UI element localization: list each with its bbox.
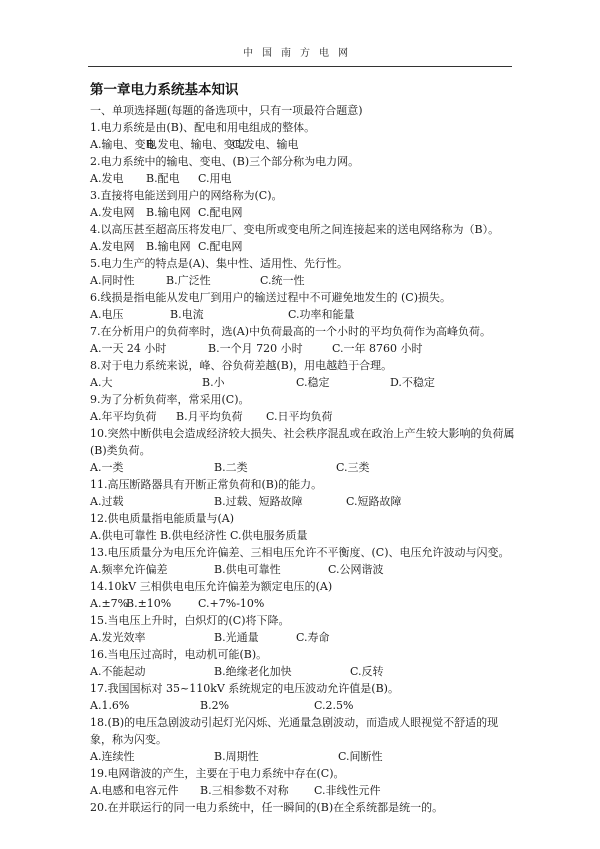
- option-row: [90, 408, 520, 425]
- page-header: 中国南方电网: [243, 48, 357, 59]
- answer-option: B.一个月 720 小时: [208, 342, 303, 355]
- answer-option: C.统一性: [260, 274, 305, 287]
- answer-option: C.一年 8760 小时: [332, 342, 423, 355]
- answer-option: B.2%: [200, 699, 230, 712]
- answer-option: B.二类: [214, 461, 248, 474]
- question-text: 2.电力系统中的输电、变电、(B)三个部分称为电力网。: [90, 155, 360, 168]
- answer-option: B.周期性: [214, 750, 259, 763]
- question-text: 19.电网谐波的产生，主要在于电力系统中存在(C)。: [90, 767, 345, 780]
- question-text: 11.高压断路器具有开断正常负荷和(B)的能力。: [90, 478, 323, 491]
- answer-option: A.同时性: [90, 274, 135, 287]
- answer-option: B.±10%: [126, 597, 172, 610]
- answer-option: A.不能起动: [90, 665, 146, 678]
- option-row: [90, 136, 520, 153]
- answer-option: C.短路故障: [346, 495, 402, 508]
- answer-option: C.间断性: [338, 750, 383, 763]
- answer-option: B.月平均负荷: [176, 410, 243, 423]
- header-divider: [88, 66, 512, 67]
- answer-option: C.配电网: [198, 240, 243, 253]
- answer-option: B.电流: [170, 308, 204, 321]
- option-row: [90, 782, 520, 799]
- answer-option: A.频率允许偏差: [90, 563, 168, 576]
- answer-option: B.供电经济性: [159, 529, 231, 542]
- answer-option: C.供电服务质量: [230, 529, 308, 542]
- option-row: [90, 272, 520, 289]
- option-row: [90, 340, 520, 357]
- question-text: 15.当电压上升时，白炽灯的(C)将下降。: [90, 614, 290, 627]
- question-text: 17.我国国标对 35~110kV 系统规定的电压波动允许值是(B)。: [90, 682, 399, 695]
- answer-option: B.输电网: [146, 206, 191, 219]
- question-text: 10.突然中断供电会造成经济较大损失、社会秩序混乱或在政治上产生较大影响的负荷属(B)类负荷。: [90, 427, 515, 457]
- answer-option: C.公网谐波: [328, 563, 384, 576]
- question-text: 8.对于电力系统来说，峰、谷负荷差越(B)，用电越趋于合理。: [90, 359, 393, 372]
- answer-option: A.发电网: [90, 240, 135, 253]
- answer-option: B.供电可靠性: [214, 563, 281, 576]
- option-row: [90, 170, 520, 187]
- option-row: [90, 595, 520, 612]
- chapter-title: 第一章电力系统基本知识: [90, 82, 239, 98]
- question-text: 20.在并联运行的同一电力系统中，任一瞬间的(B)在全系统都是统一的。: [90, 801, 444, 814]
- option-row: [90, 459, 520, 476]
- answer-option: B.三相参数不对称: [200, 784, 289, 797]
- question-text: 4.以高压甚至超高压将发电厂、变电所或变电所之间连接起来的送电网络称为（B）。: [90, 223, 500, 236]
- answer-option: C.+7%-10%: [198, 597, 265, 610]
- answer-option: C.发电、输电: [232, 138, 299, 151]
- option-row: [90, 629, 520, 646]
- option-row: [90, 527, 520, 544]
- answer-option: C.寿命: [296, 631, 330, 644]
- answer-option: D.不稳定: [390, 376, 435, 389]
- answer-option: B.广泛性: [166, 274, 211, 287]
- option-row: [90, 493, 520, 510]
- question-text: 3.直接将电能送到用户的网络称为(C)。: [90, 189, 283, 202]
- question-text: 9.为了分析负荷率，常采用(C)。: [90, 393, 250, 406]
- answer-option: A.发光效率: [90, 631, 146, 644]
- answer-option: C.日平均负荷: [266, 410, 333, 423]
- option-row: [90, 663, 520, 680]
- answer-option: C.功率和能量: [288, 308, 355, 321]
- answer-option: A.供电可靠性: [90, 529, 160, 542]
- answer-option: C.配电网: [198, 206, 243, 219]
- question-list: [90, 102, 520, 816]
- question-text: 1.电力系统是由(B)、配电和用电组成的整体。: [90, 121, 316, 134]
- question-text: 12.供电质量指电能质量与(A): [90, 512, 235, 525]
- answer-option: A.大: [90, 376, 113, 389]
- answer-option: A.输电、变电: [90, 138, 157, 151]
- question-text: 13.电压质量分为电压允许偏差、三相电压允许不平衡度、(C)、电压允许波动与闪变。: [90, 546, 510, 559]
- option-row: [90, 374, 520, 391]
- answer-option: C.2.5%: [314, 699, 354, 712]
- answer-option: C.非线性元件: [314, 784, 381, 797]
- option-row: [90, 561, 520, 578]
- question-text: 14.10kV 三相供电电压允许偏差为额定电压的(A): [90, 580, 333, 593]
- question-text: 5.电力生产的特点是(A)、集中性、适用性、先行性。: [90, 257, 349, 270]
- answer-option: A.发电网: [90, 206, 135, 219]
- answer-option: B.过载、短路故障: [214, 495, 303, 508]
- option-row: [90, 204, 520, 221]
- option-row: [90, 697, 520, 714]
- answer-option: B.配电: [146, 172, 180, 185]
- answer-option: A.±7%: [90, 597, 129, 610]
- question-text: 7.在分析用户的负荷率时，选(A)中负荷最高的一个小时的平均负荷作为高峰负荷。: [90, 325, 492, 338]
- answer-option: B.绝缘老化加快: [214, 665, 292, 678]
- answer-option: B.光通量: [214, 631, 259, 644]
- answer-option: C.用电: [198, 172, 232, 185]
- answer-option: A.连续性: [90, 750, 135, 763]
- answer-option: A.过载: [90, 495, 124, 508]
- question-text: 16.当电压过高时，电动机可能(B)。: [90, 648, 268, 661]
- answer-option: B.小: [202, 376, 225, 389]
- answer-option: B.发电、输电、变电: [146, 138, 246, 151]
- answer-option: A.发电: [90, 172, 124, 185]
- answer-option: C.三类: [336, 461, 370, 474]
- option-row: [90, 748, 520, 765]
- answer-option: C.稳定: [296, 376, 330, 389]
- answer-option: C.反转: [350, 665, 384, 678]
- section-title: 一、单项选择题(每题的备选项中，只有一项最符合题意): [90, 104, 363, 117]
- answer-option: A.电压: [90, 308, 124, 321]
- option-row: [90, 238, 520, 255]
- answer-option: A.一类: [90, 461, 124, 474]
- question-text: 6.线损是指电能从发电厂到用户的输送过程中不可避免地发生的 (C)损失。: [90, 291, 451, 304]
- answer-option: B.输电网: [146, 240, 191, 253]
- answer-option: A.一天 24 小时: [90, 342, 167, 355]
- answer-option: A.1.6%: [90, 699, 130, 712]
- option-row: [90, 306, 520, 323]
- question-text: 18.(B)的电压急剧波动引起灯光闪烁、光通量急剧波动，而造成人眼视觉不舒适的现象，称为闪变。: [90, 716, 499, 746]
- answer-option: A.电感和电容元件: [90, 784, 179, 797]
- answer-option: A.年平均负荷: [90, 410, 157, 423]
